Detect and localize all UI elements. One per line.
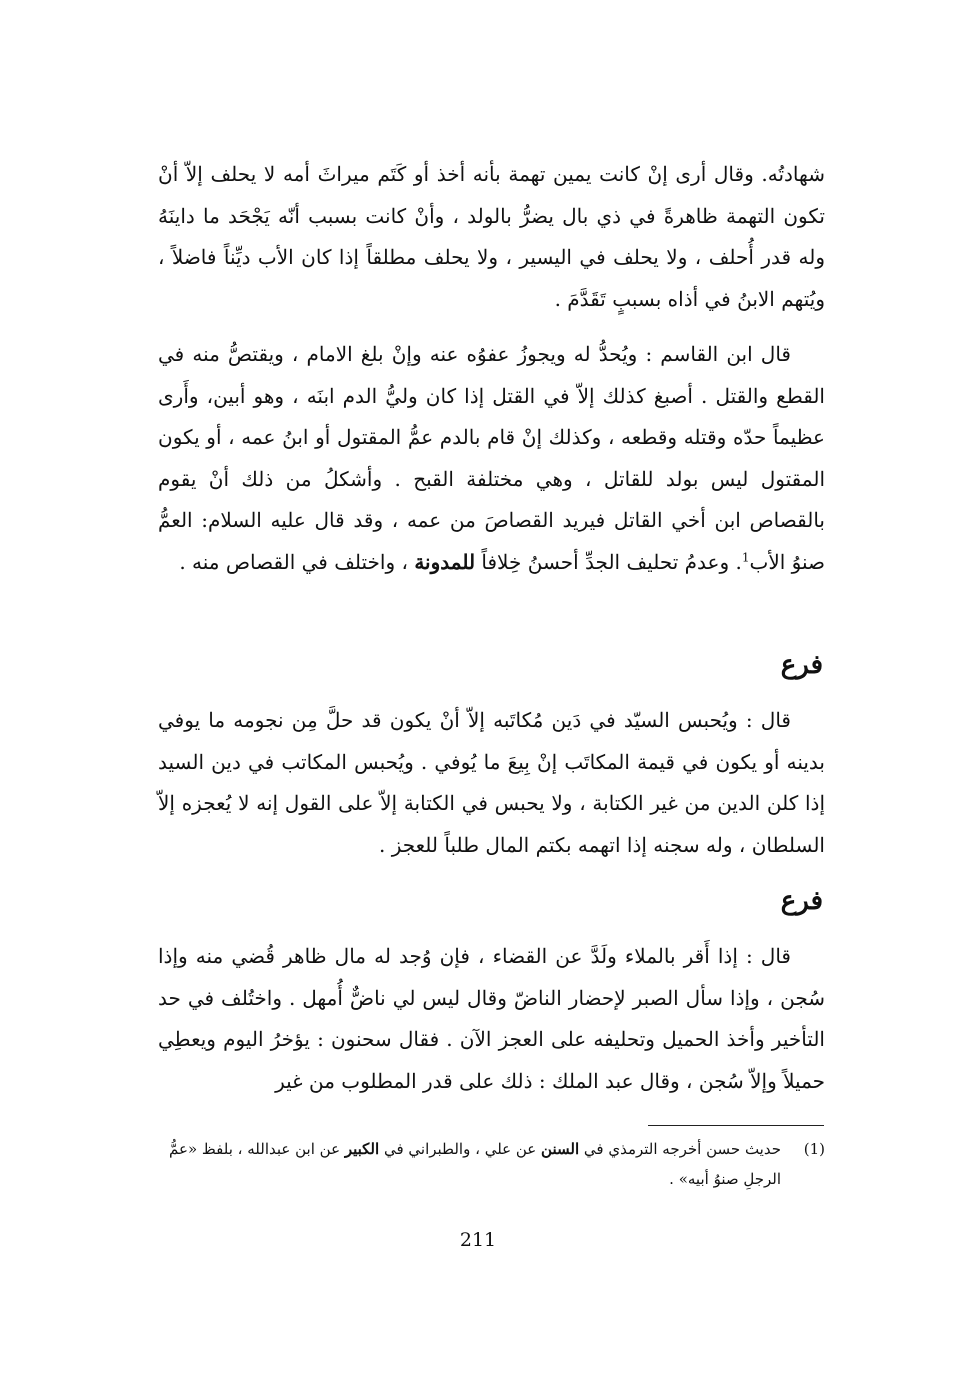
paragraph: قال : إذا أَقر بالملاء ولَدَّ عن القضاء ، فإن وُجد له مال ظاهر قُضي منه وإذا سُجن ، وإذا سأل الصبر لإحضار الناضّ وقال ليس لي ناضٌّ أُمهل . واختُلف في حد التأخير وأخذ الحميل وتحليفه على العجز الآن . فقال سحنون : يؤخرُ اليوم ويعطِي حميلاً وإلاّ سُجن ، وقال عبد الملك : ذلك على قدر المطلوب من غير — [158, 944, 825, 1093]
paragraph: شهادتُه. وقال أرى إنْ كانت يمين تهمة بأنه أخذ أو كَتَم ميراثَ أمه لا يحلف إلاّ أنْ تكون التهمة ظاهرةً في ذي بال يضرُّ بالولد ، وأنْ كانت بسبب أنّه يَجْحَد ما داينَهُ وله قدر أُحلف ، ولا يحلف في اليسير ، ولا يحلف مطلقاً إذا كان الأب ديِّناً فاضلاً ، ويُتهم الابنُ في أذاه بسببٍ تَقَدَّمَ . — [158, 162, 825, 311]
paragraph: قال : ويُحبس السيّد في دَين مُكاتَبه إلاّ أنْ يكون قد حلَّ مِن نجومه ما يوفي بدينه أو يكون في قيمة المكاتَب إنْ بِيعَ ما يُوفي . ويُحبس المكاتب في دين السيد إذا كلن الدين من غير الكتابة ، ولا يحبس في الكتابة إلاّ على القول إنه لا يُعجزه إلاّ السلطان ، وله سجنه إذا اتهمه بكتم المال طلباً للعجز . — [158, 708, 825, 857]
footnote-text-part: حديث حسن أخرجه الترمذي في — [583, 1140, 781, 1158]
section-heading: فرع — [780, 886, 823, 916]
section-heading: فرع — [780, 650, 823, 680]
paragraph — [158, 334, 825, 583]
body-text-block — [158, 936, 825, 1102]
footnote-marker: (1) — [803, 1140, 825, 1158]
body-text-block — [158, 334, 825, 583]
page-number: 211 — [459, 1229, 497, 1251]
body-text-block — [158, 700, 825, 866]
footnote-text-part: عن علي ، والطبراني في — [383, 1140, 537, 1158]
paragraph-text: قال ابن القاسم : ويُحدُّ له ويجوزُ عفوُه عنه وإنْ بلغ الامام ، ويقتصُّ منه في القطع والقتل . أصبغ كذلك إلاّ في القتل إذا كان وليُّ الدم ابنَه ، وهو أبين، وأَرى عظيماً حدّه وقتله وقطعه ، وكذلك إنْ قام بالدم عمُّ المقتول أو ابنُ عمه ، أو يكون المقتول ليس بولد للقاتل ، وهي مختلفة القبح . وأشكلُ من ذلك أنْ يقوم بالقصاص ابن أخي القاتل فيريد القصاصَ من عمه ، وقد قال عليه السلام: العمُّ صنوُ الأب — [158, 342, 825, 574]
footnote-reference[interactable]: 1 — [741, 549, 750, 564]
body-text-block — [158, 154, 825, 320]
footnote-text-part: عن ابن عبدالله ، بلفظ «عمُّ الرجلِ صنوُ أبيه» . — [169, 1140, 781, 1188]
bold-term: للمدونة — [414, 549, 476, 574]
footnote-text — [158, 1134, 781, 1194]
footnote — [158, 1134, 825, 1194]
paragraph-text: . وعدمُ تحليف الجدِّ أحسنُ خِلافاً — [481, 549, 742, 574]
bold-term: الكبير — [344, 1140, 380, 1158]
footnote-separator — [648, 1125, 824, 1126]
paragraph-text: ، واختلف في القصاص منه . — [179, 549, 408, 574]
footnote-row — [158, 1134, 825, 1194]
bold-term: السنن — [541, 1140, 580, 1158]
